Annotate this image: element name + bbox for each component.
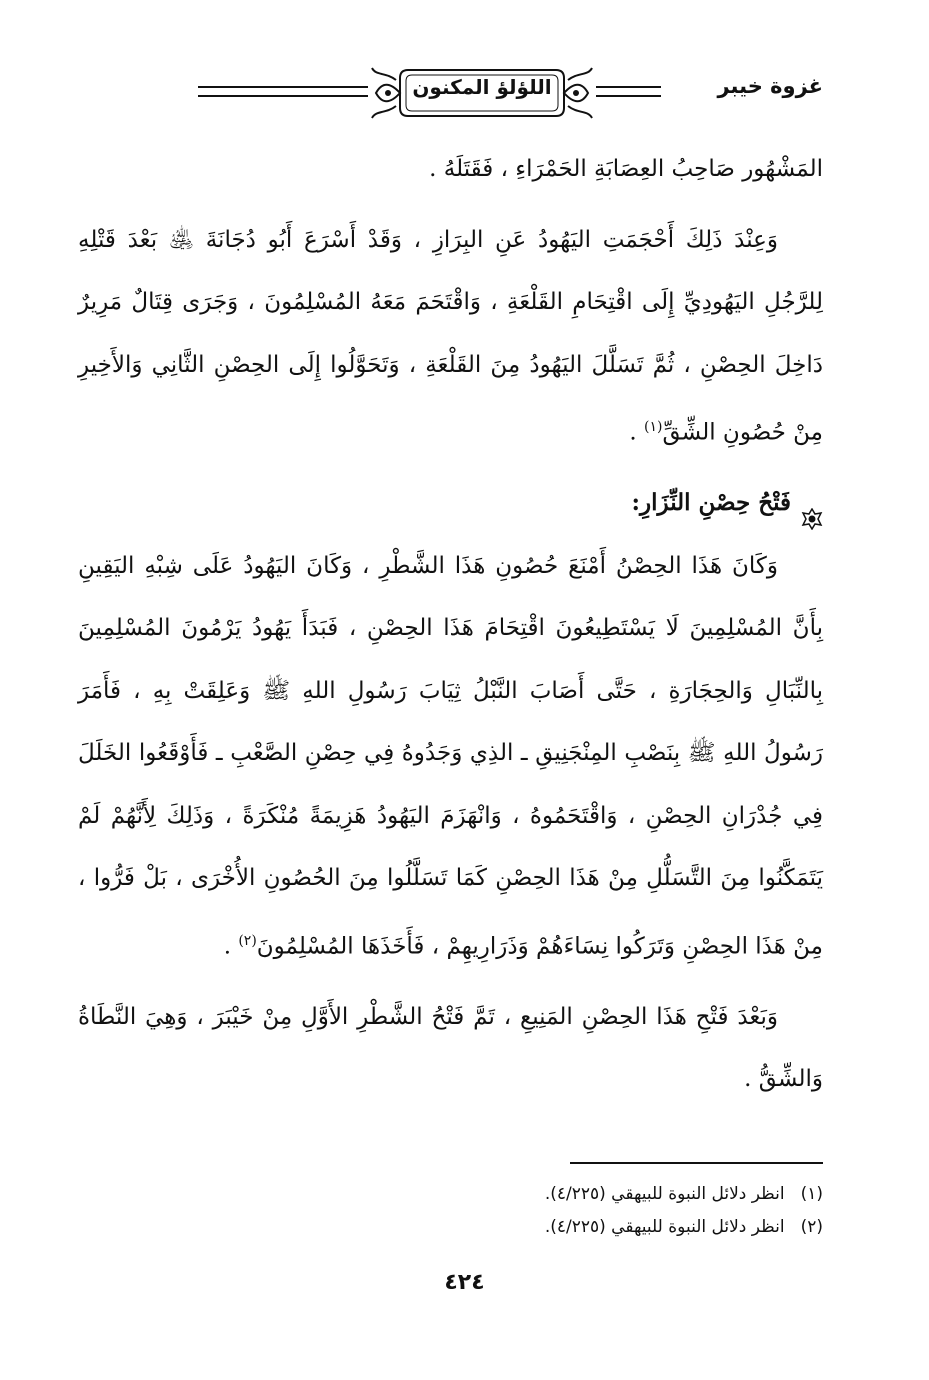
paragraph-end: . bbox=[629, 419, 645, 446]
section-heading-text: فَتْحُ حِصْنِ النِّزَارِ: bbox=[631, 489, 791, 517]
footnote bbox=[78, 1211, 823, 1244]
main-text bbox=[78, 138, 823, 1111]
ornament-bullet-icon bbox=[801, 492, 823, 514]
chapter-title: غزوة خيبر bbox=[717, 74, 823, 98]
paragraph: وَبَعْدَ فَتْحِ هَذَا الحِصْنِ المَنِيعِ ، تَمَّ فَتْحُ الشَّطْرِ الأَوَّلِ مِنْ خَيْبَرَ ، وَهِيَ النَّطَاةُ وَالشِّقُّ . bbox=[78, 1003, 823, 1093]
footnote-ref: (١) bbox=[644, 419, 663, 435]
book-title-cartouche bbox=[368, 62, 596, 124]
paragraph bbox=[78, 209, 823, 465]
footnote-text: انظر دلائل النبوة للبيهقي (٤/٢٢٥). bbox=[544, 1184, 785, 1204]
header-rule-right bbox=[596, 86, 661, 97]
footnote bbox=[78, 1178, 823, 1211]
footnote-ref: (٢) bbox=[238, 932, 257, 949]
continuation-line: المَشْهُور صَاحِبُ العِصَابَةِ الحَمْرَاءِ ، فَقَتَلَهُ . bbox=[429, 156, 823, 182]
footnote-text: انظر دلائل النبوة للبيهقي (٤/٢٢٥). bbox=[544, 1217, 785, 1237]
footnotes bbox=[78, 1178, 823, 1244]
header-rule-left bbox=[198, 86, 368, 97]
book-title: اللؤلؤ المكنون bbox=[412, 75, 552, 99]
paragraph-text: وَكَانَ هَذَا الحِصْنُ أَمْنَعَ حُصُونِ هَذَا الشَّطْرِ ، وَكَانَ اليَهُودُ عَلَى شِبْهِ اليَقِينِ بِأَنَّ المُسْلِمِينَ لَا يَسْتَطِيعُونَ اقْتِحَامَ هَذَا الحِصْنِ ، فَبَدَأَ يَهُودُ يَرْمُونَ المُسْلِمِينَ بِالنِّبَالِ وَالحِجَارَةِ ، حَتَّى أَصَابَ النَّبْلُ ثِيَابَ رَسُولِ اللهِ ﷺ وَعَلِقَتْ بِهِ ، فَأَمَرَ رَسُولُ اللهِ ﷺ بِنَصْبِ المِنْجَنِيقِ ـ الذِي وَجَدُوهُ فِي حِصْنِ الصَّعْبِ ـ فَأَوْقَعُوا الخَلَلَ فِي جُدْرَانِ الحِصْنِ ، وَاقْتَحَمُوهُ ، وَانْهَزَمَ اليَهُودُ هَزِيمَةً مُنْكَرَةً ، وَذَلِكَ لِأَنَّهُمْ لَمْ يَتَمَكَّنُوا مِنَ التَّسَلُّلِ مِنْ هَذَا الحِصْنِ كَمَا تَسَلَّلُوا مِنَ الحُصُونِ الأُخْرَى ، بَلْ فَرُّوا ، مِنْ هَذَا الحِصْنِ وَتَرَكُوا نِسَاءَهُمْ وَذَرَارِيهِمْ ، فَأَخَذَهَا المُسْلِمُونَ bbox=[78, 552, 823, 960]
footnote-number: (٢) bbox=[800, 1217, 823, 1237]
running-header bbox=[78, 62, 823, 122]
section-heading bbox=[78, 472, 823, 535]
footnote-separator bbox=[570, 1162, 823, 1164]
paragraph bbox=[78, 535, 823, 978]
page-number: ٤٢٤ bbox=[444, 1270, 485, 1295]
paragraph-end: . bbox=[223, 933, 239, 960]
footnote-number: (١) bbox=[800, 1184, 823, 1204]
paragraph-text: وَعِنْدَ ذَلِكَ أَحْجَمَتِ اليَهُودُ عَنِ البِرَازِ ، وَقَدْ أَسْرَعَ أَبُو دُجَانَةَ ﵁ بَعْدَ قَتْلِهِ لِلرَّجُلِ اليَهُودِيِّ إِلَى اقْتِحَامِ القَلْعَةِ ، وَاقْتَحَمَ مَعَهُ المُسْلِمُونَ ، وَجَرَى قِتَالٌ مَرِيرٌ دَاخِلَ الحِصْنِ ، ثُمَّ تَسَلَّلَ اليَهُودُ مِنَ القَلْعَةِ ، وَتَحَوَّلُوا إِلَى الحِصْنِ الثَّانِي وَالأَخِيرِ مِنْ حُصُونِ الشِّقِّ bbox=[78, 226, 823, 446]
